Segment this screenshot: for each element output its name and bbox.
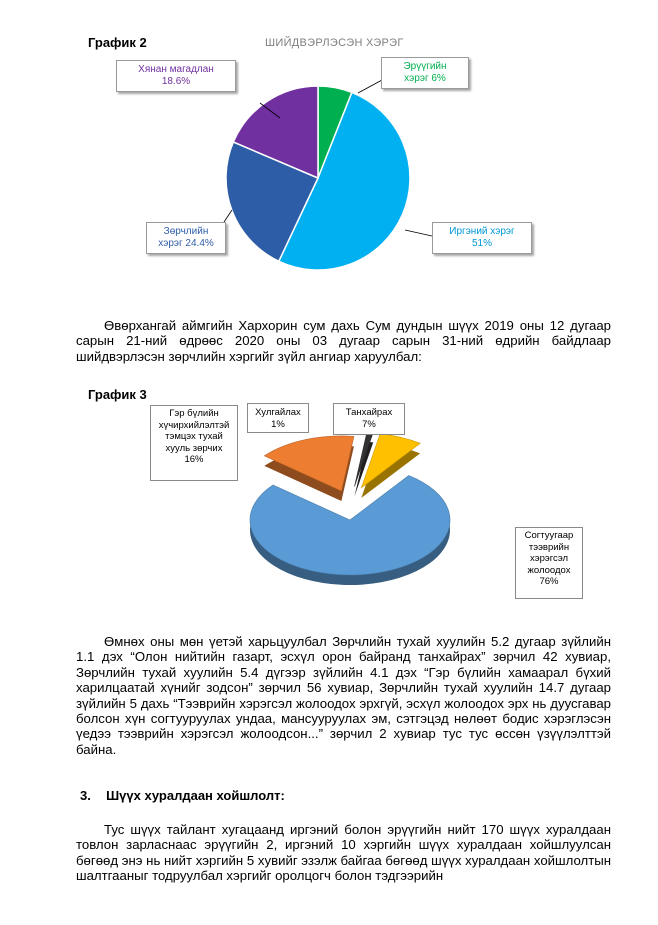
callout-text: Танхайрах xyxy=(345,407,393,418)
callout-text: Зөрчлийн xyxy=(163,226,209,237)
chart2-callout-khyanan xyxy=(116,60,236,92)
callout-text: жолоодох xyxy=(527,564,571,576)
chart3-label: График 3 xyxy=(88,387,147,402)
chart2-callout-eruugiin xyxy=(381,57,469,89)
section-3-heading xyxy=(80,788,285,803)
callout-text: Хянан магадлан xyxy=(138,64,214,75)
chart2-label: График 2 xyxy=(88,35,147,50)
paragraph-3 xyxy=(76,822,611,884)
chart2-title: ШИЙДВЭРЛЭСЭН ХЭРЭГ xyxy=(265,37,404,49)
chart3-callout-khulgailakh xyxy=(247,403,309,433)
callout-text: хууль зөрчих xyxy=(165,442,223,454)
callout-text: тээврийн xyxy=(528,541,570,553)
paragraph-text: Өвөрхангай аймгийн Хархорин сум дахь Сум дундын шүүх 2019 оны 12 дугаар сарын 21-ний өдрөөс 2020 оны 03 дугаар сарын 31-ний өдрийн байдлаар шийдвэрлэсэн зөрчлийн хэргийг зүйл ангиар харуулбал: xyxy=(76,318,611,364)
chart2-pie xyxy=(0,0,658,320)
callout-text: Гэр бүлийн xyxy=(169,408,219,419)
callout-text: Иргэний хэрэг xyxy=(449,226,515,237)
callout-text: 18.6% xyxy=(161,76,191,87)
callout-text: хэрэгсэл xyxy=(529,553,569,564)
chart2-callout-zorchliin xyxy=(146,222,226,254)
paragraph-2 xyxy=(76,634,611,757)
chart2-leader-line xyxy=(224,210,232,222)
callout-text: хэрэг 24.4% xyxy=(158,238,214,249)
callout-text: 7% xyxy=(362,418,376,430)
paragraph-text: Өмнөх оны мөн үетэй харьцуулбал Зөрчлийн тухай хуулийн 5.2 дугаар зүйлийн 1.1 дэх “Олон нийтийн газарт, эсхүл орон байранд танхайрах” зөрчил 42 хувиар, Зөрчлийн тухай хуулийн 5.4 дүгээр зүйлийн 4.1 дэх “Гэр бүлийн хамаарал бүхий харилцаатай хүнийг зодсон” зөрчил 56 хувиар, Зөрчлийн тухай хуулийн 14.7 дугаар зүйлийн 5 дахь “Тээврийн хэрэгсэл жолоодох эрхгүй, эсхүл жолоодох эрх нь дуусгавар болсон хүн согтууруулах ундаа, мансууруулах эм, сэтгэцэд нөлөөт бодис хэрэглэсэн үедээ тээврийн хэрэгсэл жолоодсон...” зөрчил 2 хувиар тус тус өссөн үзүүлэлттэй байна. xyxy=(76,634,611,757)
section-title: Шүүх хуралдаан хойшлолт: xyxy=(106,788,285,803)
chart2-leader-line xyxy=(405,230,432,236)
chart2-leader-line xyxy=(358,80,382,93)
callout-text: Хулгайлах xyxy=(255,407,301,418)
paragraph-1 xyxy=(76,318,611,364)
callout-text: Эрүүгийн xyxy=(403,61,447,72)
callout-text: Согтуугаар xyxy=(524,530,574,541)
chart3-callout-ger-buliin xyxy=(150,405,238,481)
callout-text: тэмцэх тухай xyxy=(165,431,223,442)
callout-text: 16% xyxy=(184,454,204,465)
callout-text: 76% xyxy=(539,576,559,587)
chart3-callout-tankhairakh xyxy=(333,403,405,435)
section-number: 3. xyxy=(80,788,91,803)
callout-text: хэрэг 6% xyxy=(404,73,446,84)
chart3-callout-sogtuugaar xyxy=(515,527,583,599)
callout-text: 51% xyxy=(471,238,492,249)
callout-text: хүчирхийлэлтэй xyxy=(158,419,230,431)
chart2-callout-irgenii xyxy=(432,222,532,254)
callout-text: 1% xyxy=(271,418,285,430)
paragraph-text: Тус шүүх тайлант хугацаанд иргэний болон эрүүгийн нийт 170 шүүх хуралдаан товлон зарласнаас эрүүгийн 2, иргэний 10 хэргийн шүүх хуралдаан хойшлуулсан бөгөөд энэ нь нийт хэргийн 5 хувийг эзэлж байгаа бөгөөд шүүх хуралдаан хойшлолтын шалтгааныг тодруулбал хэргийг оролцогч болон тэдгээрийн xyxy=(76,822,611,884)
